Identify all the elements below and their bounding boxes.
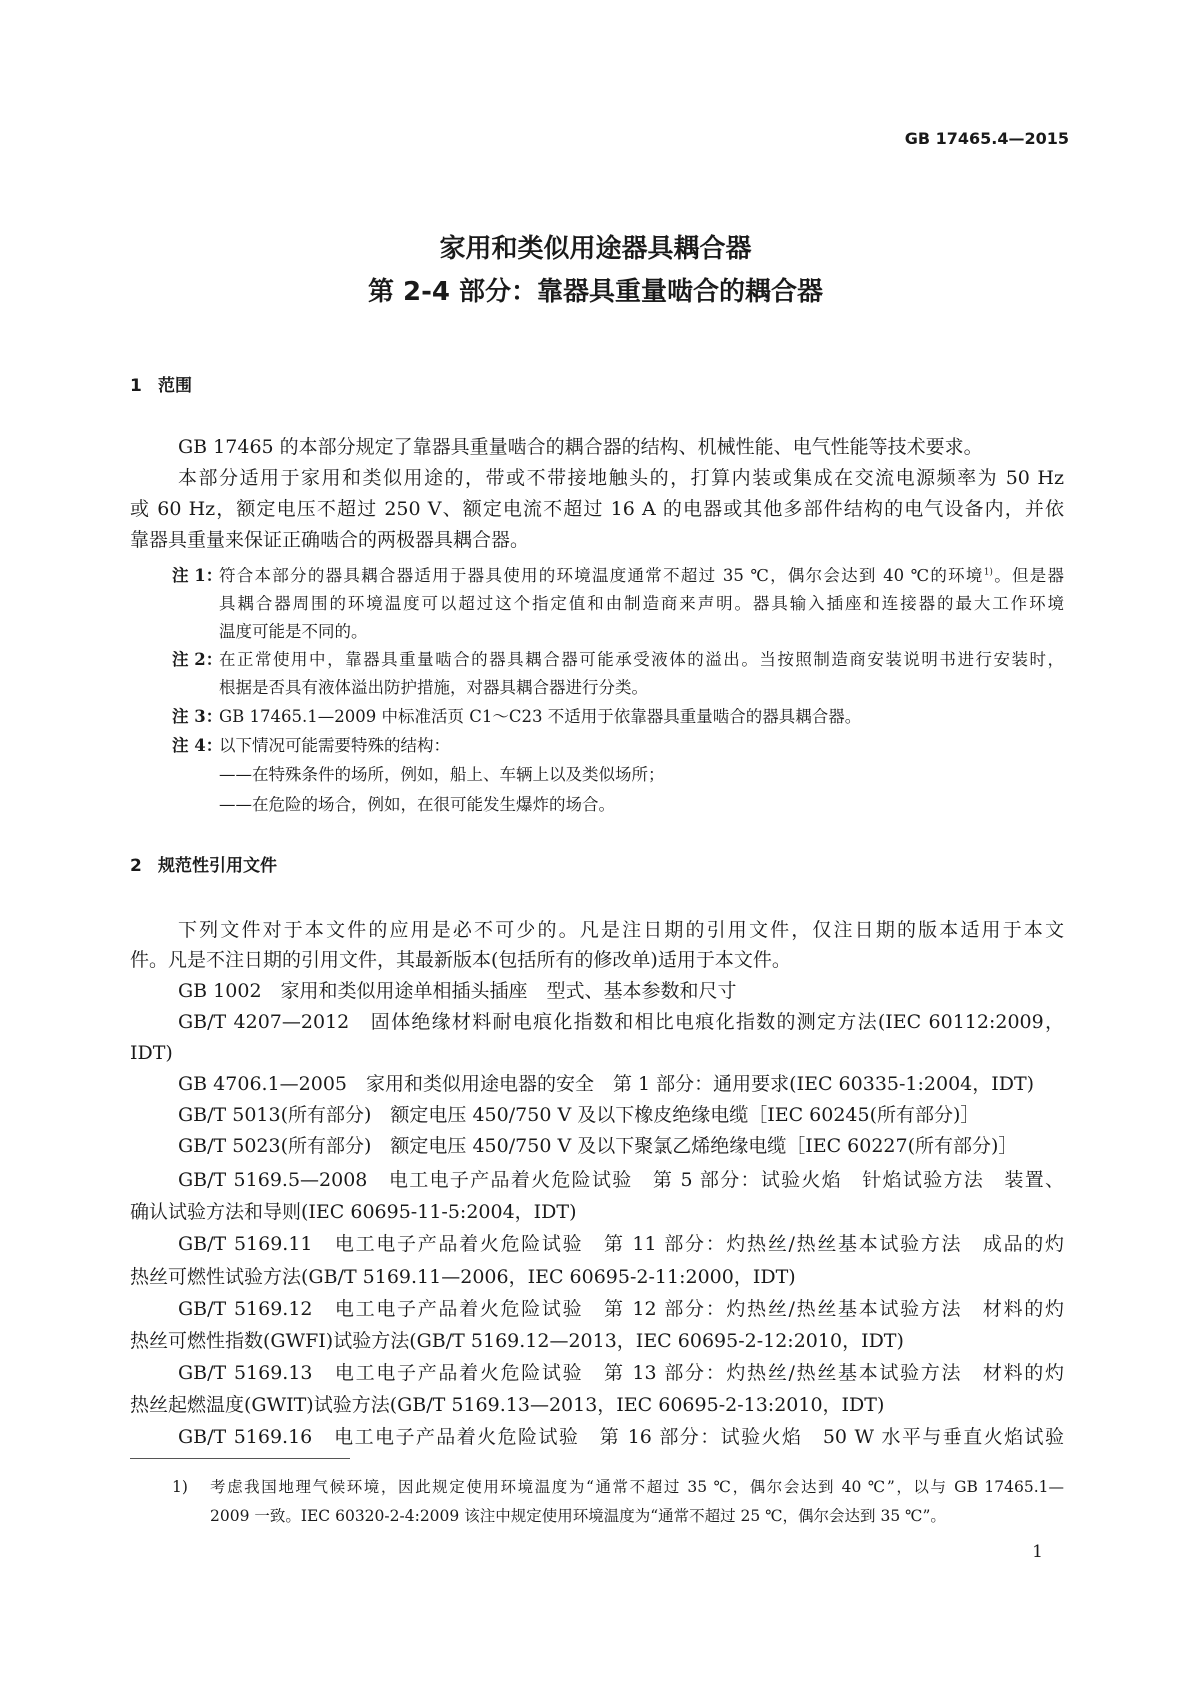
note-label: 注 4： (172, 736, 223, 755)
title-line-2: 第 2-4 部分：靠器具重量啮合的耦合器 (367, 277, 824, 307)
paragraph-line: 件。凡是不注日期的引用文件，其最新版本(包括所有的修改单)适用于本文件。 (130, 949, 791, 971)
note-line: GB 17465.1—2009 中标准活页 C1～C23 不适用于依靠器具重量啮合的器具耦合器。 (219, 707, 862, 726)
reference-entry-continued: 热丝可燃性指数(GWFI)试验方法(GB/T 5169.12—2013，IEC 60695-2-12:2010，IDT) (130, 1330, 904, 1352)
title-line-1: 家用和类似用途器具耦合器 (439, 234, 752, 264)
paragraph-line: GB 17465 的本部分规定了靠器具重量啮合的耦合器的结构、机械性能、电气性能等技术要求。 (178, 436, 983, 458)
footnote-line: 2009 一致。IEC 60320-2-4:2009 该注中规定使用环境温度为“通常不超过 25 ℃，偶尔会达到 35 ℃”。 (210, 1507, 946, 1525)
reference-entry-continued: 热丝可燃性试验方法(GB/T 5169.11—2006，IEC 60695-2-11:2000，IDT) (130, 1266, 796, 1288)
note-list-item: ——在特殊条件的场所，例如，船上、车辆上以及类似场所； (219, 765, 665, 784)
footnote-reference[interactable]: 1) (983, 567, 993, 578)
section-1-heading (130, 371, 192, 401)
footnote-line: 考虑我国地理气候环境，因此规定使用环境温度为“通常不超过 35 ℃，偶尔会达到 40 ℃”，以与 GB 17465.1— (210, 1478, 1064, 1496)
note-label: 注 3： (172, 707, 223, 726)
reference-entry-continued: 确认试验方法和导则(IEC 60695-11-5:2004，IDT) (130, 1201, 577, 1223)
reference-entry: GB/T 5023(所有部分) 额定电压 450/750 V 及以下聚氯乙烯绝缘电缆［IEC 60227(所有部分)］ (178, 1135, 1018, 1157)
note-line: 根据是否具有液体溢出防护措施，对器具耦合器进行分类。 (219, 678, 648, 697)
reference-entry: GB/T 5169.5—2008 电工电子产品着火危险试验 第 5 部分：试验火焰 针焰试验方法 装置、 (178, 1169, 1064, 1191)
page-number: 1 (1032, 1542, 1043, 1562)
note-line: 具耦合器周围的环境温度可以超过这个指定值和由制造商来声明。器具输入插座和连接器的最大工作环境 (219, 594, 1064, 613)
section-title: 规范性引用文件 (158, 856, 277, 876)
note-list-item: ——在危险的场合，例如，在很可能发生爆炸的场合。 (219, 795, 615, 814)
note-label: 注 1： (172, 566, 223, 585)
reference-entry-continued: IDT) (130, 1042, 173, 1064)
paragraph-line: 下列文件对于本文件的应用是必不可少的。凡是注日期的引用文件，仅注日期的版本适用于本文 (178, 919, 1064, 941)
note-line: 以下情况可能需要特殊的结构： (219, 736, 450, 755)
note-line: 温度可能是不同的。 (219, 622, 368, 641)
paragraph-line: 或 60 Hz，额定电压不超过 250 V、额定电流不超过 16 A 的电器或其他多部件结构的电气设备内，并依 (130, 498, 1064, 520)
paragraph-line: 本部分适用于家用和类似用途的，带或不带接地触头的，打算内装或集成在交流电源频率为 50 Hz (178, 467, 1064, 489)
note-text: 符合本部分的器具耦合器适用于器具使用的环境温度通常不超过 35 ℃，偶尔会达到 40 ℃的环境 (219, 566, 984, 585)
reference-entry: GB/T 5169.13 电工电子产品着火危险试验 第 13 部分：灼热丝/热丝基本试验方法 材料的灼 (178, 1362, 1064, 1384)
note-line: 在正常使用中，靠器具重量啮合的器具耦合器可能承受液体的溢出。当按照制造商安装说明书进行安装时， (219, 650, 1064, 669)
footnote-separator (130, 1458, 350, 1459)
reference-entry: GB/T 5013(所有部分) 额定电压 450/750 V 及以下橡皮绝缘电缆［IEC 60245(所有部分)］ (178, 1104, 980, 1126)
reference-entry: GB/T 5169.12 电工电子产品着火危险试验 第 12 部分：灼热丝/热丝基本试验方法 材料的灼 (178, 1298, 1064, 1320)
reference-entry: GB 1002 家用和类似用途单相插头插座 型式、基本参数和尺寸 (178, 980, 737, 1002)
reference-entry: GB/T 5169.16 电工电子产品着火危险试验 第 16 部分：试验火焰 50 W 水平与垂直火焰试验 (178, 1426, 1064, 1448)
note-text: 。但是器 (992, 566, 1064, 585)
section-2-heading (130, 851, 277, 881)
reference-entry: GB 4706.1—2005 家用和类似用途电器的安全 第 1 部分：通用要求(IEC 60335-1:2004，IDT) (178, 1073, 1035, 1095)
reference-entry-continued: 热丝起燃温度(GWIT)试验方法(GB/T 5169.13—2013，IEC 60695-2-13:2010，IDT) (130, 1394, 885, 1416)
reference-entry: GB/T 5169.11 电工电子产品着火危险试验 第 11 部分：灼热丝/热丝基本试验方法 成品的灼 (178, 1233, 1064, 1255)
reference-entry: GB/T 4207—2012 固体绝缘材料耐电痕化指数和相比电痕化指数的测定方法(IEC 60112:2009， (178, 1011, 1064, 1033)
note-label: 注 2： (172, 650, 223, 669)
section-number: 2 (130, 856, 142, 876)
section-number: 1 (130, 376, 142, 396)
section-title: 范围 (158, 376, 192, 396)
note-line (219, 561, 1064, 591)
standard-code: GB 17465.4—2015 (904, 129, 1069, 148)
footnote-marker: 1) (172, 1478, 188, 1496)
paragraph-line: 靠器具重量来保证正确啮合的两极器具耦合器。 (130, 529, 530, 551)
